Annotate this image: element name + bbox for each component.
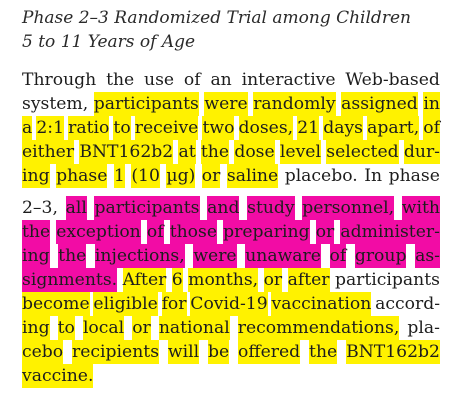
- paragraph-word: Covid-19: [190, 294, 268, 314]
- paragraph-word: phase: [56, 166, 108, 186]
- paragraph-word: BNT162b2: [346, 342, 440, 362]
- paragraph-word: unaware: [245, 246, 321, 266]
- paragraph-word: offered: [238, 342, 301, 362]
- paragraph-word: receive: [134, 118, 199, 138]
- paragraph-word: the: [309, 342, 338, 362]
- paragraph-word: the: [106, 70, 135, 90]
- paragraph-word: dose: [234, 142, 275, 162]
- paragraph-word: BNT162b2: [79, 142, 174, 162]
- paragraph-word: dur-: [403, 142, 440, 162]
- paragraph-line: [22, 292, 440, 316]
- paragraph-word: an: [210, 70, 232, 90]
- paragraph-word: ratio: [68, 118, 110, 138]
- paragraph-word: saline: [226, 166, 279, 186]
- paragraph-word: either: [22, 142, 75, 162]
- paragraph-line: [22, 364, 440, 388]
- paragraph-word: assigned: [341, 94, 418, 114]
- paragraph-word: participants: [94, 198, 200, 218]
- paragraph-word: of: [329, 246, 347, 266]
- paragraph-word: two: [202, 118, 235, 138]
- paragraph-word: eligible: [93, 294, 158, 314]
- paragraph-word: pla-: [407, 318, 440, 338]
- paragraph-line: [22, 140, 440, 164]
- paragraph-line: [22, 220, 440, 244]
- paragraph-word: randomly: [253, 94, 336, 114]
- paragraph-word: or: [263, 270, 283, 290]
- paragraph-word: be: [207, 342, 230, 362]
- paragraph-word: doses,: [238, 118, 294, 138]
- paragraph-word: or: [132, 318, 151, 338]
- paragraph-word: ing: [22, 166, 50, 186]
- paragraph-word: all: [65, 198, 87, 218]
- paragraph-word: a: [22, 118, 33, 138]
- paragraph-word: Web-based: [345, 70, 440, 90]
- paragraph-word: 21: [297, 118, 320, 138]
- paragraph-word: after: [287, 270, 330, 290]
- paragraph-line: [22, 164, 440, 188]
- paragraph-word: accord-: [375, 294, 440, 314]
- paragraph-word: interactive: [241, 70, 336, 90]
- paragraph-line: [22, 92, 440, 116]
- paragraph-word: level: [279, 142, 321, 162]
- paragraph-word: the: [58, 246, 87, 266]
- paragraph-word: exception: [56, 222, 141, 242]
- paragraph-word: ing: [22, 318, 50, 338]
- paragraph-line: [22, 316, 440, 340]
- section-heading-line-1: Phase 2–3 Randomized Trial among Children: [22, 8, 411, 28]
- paragraph-word: at: [178, 142, 196, 162]
- paragraph-word: months,: [188, 270, 259, 290]
- paragraph-word: or: [201, 166, 221, 186]
- paragraph-word: will: [167, 342, 200, 362]
- paragraph-word: become: [22, 294, 90, 314]
- paragraph-word: of: [183, 70, 201, 90]
- paragraph-word: and: [207, 198, 240, 218]
- paragraph-word: with: [401, 198, 440, 218]
- paragraph-word: those: [169, 222, 218, 242]
- paragraph-word: After: [122, 270, 167, 290]
- paragraph-word: system,: [22, 94, 89, 114]
- paragraph-word: of: [423, 118, 440, 138]
- paragraph-word: in: [423, 94, 440, 114]
- paragraph-word: 1: [113, 166, 125, 186]
- paragraph-word: of: [146, 222, 164, 242]
- paragraph-word: injections,: [94, 246, 185, 266]
- paragraph-word: (10: [131, 166, 160, 186]
- section-heading-line-2: 5 to 11 Years of Age: [22, 32, 196, 52]
- paragraph-word: to: [113, 118, 131, 138]
- paragraph-line: [22, 244, 440, 268]
- paragraph-line: [22, 196, 440, 220]
- paragraph-word: 6: [171, 270, 183, 290]
- paragraph-word: selected: [326, 142, 399, 162]
- paragraph-word: were: [204, 94, 248, 114]
- paragraph-word: 2–3,: [22, 198, 58, 218]
- paragraph-word: Through: [22, 70, 97, 90]
- paragraph-word: to: [57, 318, 75, 338]
- paragraph-line: [22, 68, 440, 92]
- paragraph-word: In: [364, 166, 383, 186]
- paragraph-word: 2:1: [36, 118, 65, 138]
- paragraph-line: [22, 268, 440, 292]
- paragraph-word: phase: [388, 166, 440, 186]
- paragraph-word: days: [323, 118, 363, 138]
- paragraph-word: participants: [334, 270, 440, 290]
- paragraph-word: cebo: [22, 342, 64, 362]
- paragraph-word: national: [158, 318, 230, 338]
- paragraph-word: the: [22, 222, 51, 242]
- paragraph-word: for: [161, 294, 187, 314]
- paragraph-word: signments.: [22, 270, 118, 290]
- paragraph-word: personnel,: [302, 198, 395, 218]
- paragraph-word: ing: [22, 246, 50, 266]
- paragraph-word: vaccine.: [22, 366, 94, 386]
- paragraph-word: local: [82, 318, 125, 338]
- paragraph-word: recommendations,: [237, 318, 400, 338]
- paragraph-word: or: [315, 222, 335, 242]
- paragraph-word: placebo.: [284, 166, 358, 186]
- paragraph-word: vaccination: [271, 294, 372, 314]
- paragraph-word: apart,: [367, 118, 420, 138]
- paragraph-word: participants: [93, 94, 199, 114]
- paragraph-word: recipients: [72, 342, 160, 362]
- paragraph-line: [22, 116, 440, 140]
- paragraph-word: group: [354, 246, 407, 266]
- paragraph-word: µg): [166, 166, 196, 186]
- paragraph-word: preparing: [223, 222, 310, 242]
- paragraph-line: [22, 340, 440, 364]
- paragraph-word: administer-: [340, 222, 440, 242]
- paragraph-word: as-: [415, 246, 440, 266]
- paragraph-word: were: [193, 246, 237, 266]
- paragraph-word: study: [247, 198, 295, 218]
- paragraph-word: the: [200, 142, 230, 162]
- paragraph-word: use: [144, 70, 175, 90]
